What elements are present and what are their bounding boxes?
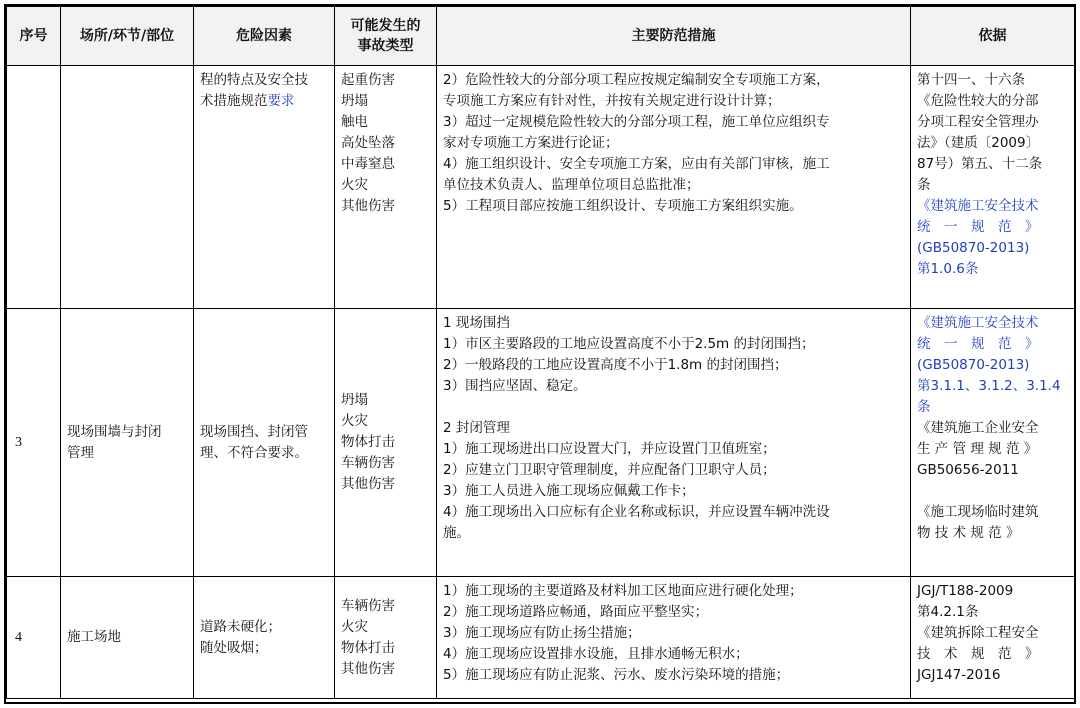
accident-item: 火灾 (341, 618, 368, 635)
basis-link-line: 第1.0.6条 (917, 261, 979, 277)
basis-line: 《建筑拆除工程安全 (917, 625, 1039, 641)
cell-hazard (194, 577, 335, 699)
accident-item: 坍塌 (341, 93, 368, 109)
cell-accidents (335, 309, 437, 577)
accident-item: 起重伤害 (341, 72, 395, 88)
document-table-frame (4, 4, 1076, 704)
cell-basis (911, 309, 1075, 577)
basis-line: 第4.2.1条 (917, 604, 979, 620)
hazard-link-text: 要求 (267, 93, 295, 109)
basis-line: 《建筑施工企业安全 (917, 420, 1039, 436)
measure-line: 2）应建立门卫职守管理制度，并应配备门卫职守人员； (443, 462, 776, 478)
accident-item: 其他伤害 (341, 198, 395, 214)
cell-place (61, 66, 194, 309)
measure-line: 4）施工现场出入口应标有企业名称或标识，并应设置车辆冲洗设 (443, 504, 830, 520)
basis-line: 《施工现场临时建筑 (917, 504, 1039, 520)
basis-line: 生 产 管 理 规 范 》 (917, 441, 1038, 457)
basis-line: 物 技 术 规 范 》 (917, 525, 1020, 541)
cell-measures (437, 66, 911, 309)
hazard-table (6, 6, 1075, 699)
cell-accidents (335, 577, 437, 699)
measure-line: 家对专项施工方案进行论证； (443, 135, 619, 151)
measure-line: 5）工程项目部应按施工组织设计、专项施工方案组织实施。 (443, 198, 803, 214)
measure-line: 5）施工现场应有防止泥浆、污水、废水污染环境的措施； (443, 667, 790, 683)
measure-line: 3）施工现场应有防止扬尘措施； (443, 625, 641, 641)
measure-line: 2）一般路段的工地应设置高度不小于1.8m 的封闭围挡； (443, 357, 788, 373)
spacer (443, 397, 904, 418)
cell-seq (7, 66, 61, 309)
basis-link-line: 统 一 规 范 》 (917, 219, 1039, 235)
header-accident-type (335, 7, 437, 66)
hazard-text: 随处吸烟； (200, 639, 268, 656)
basis-line: JGJ/T188-2009 (917, 583, 1014, 599)
cell-accidents (335, 66, 437, 309)
accident-item: 高处坠落 (341, 135, 395, 151)
place-text: 现场围墙与封闭 (67, 423, 162, 440)
basis-link-line: 《建筑施工安全技术 (917, 315, 1039, 331)
accident-item: 坍塌 (341, 392, 368, 408)
place-text: 管理 (67, 444, 94, 461)
header-accident-line1: 可能发生的 (350, 18, 421, 34)
header-row (7, 7, 1075, 66)
basis-line: 分项工程安全管理办 (917, 114, 1039, 130)
accident-item: 火灾 (341, 413, 368, 429)
measure-line: 单位技术负责人、监理单位项目总监批准； (443, 177, 700, 193)
measure-line: 2）施工现场道路应畅通，路面应平整坚实； (443, 604, 709, 620)
cell-basis (911, 577, 1075, 699)
accident-item: 触电 (341, 114, 368, 130)
header-place: 场所/环节/部位 (61, 7, 194, 66)
basis-line: JGJ147-2016 (917, 667, 1001, 683)
basis-line: 法》（建质〔2009〕 (917, 135, 1040, 151)
table-row (7, 309, 1075, 577)
cell-basis (911, 66, 1075, 309)
header-basis: 依据 (911, 7, 1075, 66)
measure-line: 3）超过一定规模危险性较大的分部分项工程，施工单位应组织专 (443, 114, 830, 130)
cell-measures (437, 577, 911, 699)
basis-link-line: (GB50870-2013) (917, 240, 1030, 256)
basis-line: 《危险性较大的分部 (917, 93, 1039, 109)
measure-line: 1）市区主要路段的工地应设置高度不小于2.5m 的封闭围挡； (443, 336, 815, 352)
basis-line: 技 术 规 范 》 (917, 646, 1039, 662)
measure-heading: 2 封闭管理 (443, 420, 510, 436)
accident-item: 火灾 (341, 177, 368, 193)
hazard-text: 程的特点及安全技 (200, 72, 308, 88)
accident-item: 物体打击 (341, 639, 395, 656)
hazard-text: 现场围挡、封闭管 (200, 423, 308, 440)
cell-place: 施工场地 (61, 577, 194, 699)
cell-hazard (194, 66, 335, 309)
spacer (917, 481, 1068, 502)
header-hazard: 危险因素 (194, 7, 335, 66)
measure-line: 2）危险性较大的分部分项工程应按规定编制安全专项施工方案， (443, 72, 830, 88)
measure-line: 1）施工现场的主要道路及材料加工区地面应进行硬化处理； (443, 583, 803, 599)
measure-line: 3）围挡应坚固、稳定。 (443, 378, 587, 394)
measure-line: 4）施工组织设计、安全专项施工方案，应由有关部门审核，施工 (443, 156, 830, 172)
header-measures: 主要防范措施 (437, 7, 911, 66)
accident-item: 其他伤害 (341, 660, 395, 677)
cell-hazard (194, 309, 335, 577)
measure-line: 3）施工人员进入施工现场应佩戴工作卡； (443, 483, 695, 499)
basis-line: 第十四一、十六条 (917, 72, 1025, 88)
cell-seq: 3 (7, 309, 61, 577)
basis-link-line: 第3.1.1、3.1.2、3.1.4 (917, 378, 1061, 394)
measure-line: 1）施工现场进出口应设置大门，并应设置门卫值班室； (443, 441, 776, 457)
header-seq: 序号 (7, 7, 61, 66)
accident-item: 中毒窒息 (341, 156, 395, 172)
cell-place (61, 309, 194, 577)
cell-seq: 4 (7, 577, 61, 699)
table-row (7, 577, 1075, 699)
measure-heading: 1 现场围挡 (443, 315, 510, 331)
hazard-text: 术措施规范 (200, 93, 268, 109)
accident-item: 物体打击 (341, 434, 395, 450)
accident-item: 车辆伤害 (341, 597, 395, 614)
basis-line: GB50656-2011 (917, 462, 1019, 478)
basis-link-line: (GB50870-2013) (917, 357, 1030, 373)
table-row (7, 66, 1075, 309)
basis-link-line: 条 (917, 399, 931, 415)
header-accident-line2: 事故类型 (357, 38, 414, 54)
measure-line: 4）施工现场应设置排水设施，且排水通畅无积水； (443, 646, 749, 662)
hazard-text: 理、不符合要求。 (200, 444, 308, 461)
basis-line: 条 (917, 177, 931, 193)
basis-link-line: 《建筑施工安全技术 (917, 198, 1039, 214)
measure-line: 施。 (443, 525, 470, 541)
accident-item: 其他伤害 (341, 476, 395, 492)
basis-line: 87号）第五、十二条 (917, 156, 1043, 172)
basis-link-line: 统 一 规 范 》 (917, 336, 1039, 352)
accident-item: 车辆伤害 (341, 455, 395, 471)
measure-line: 专项施工方案应有针对性，并按有关规定进行设计计算； (443, 93, 781, 109)
cell-measures (437, 309, 911, 577)
hazard-text: 道路未硬化； (200, 618, 281, 635)
